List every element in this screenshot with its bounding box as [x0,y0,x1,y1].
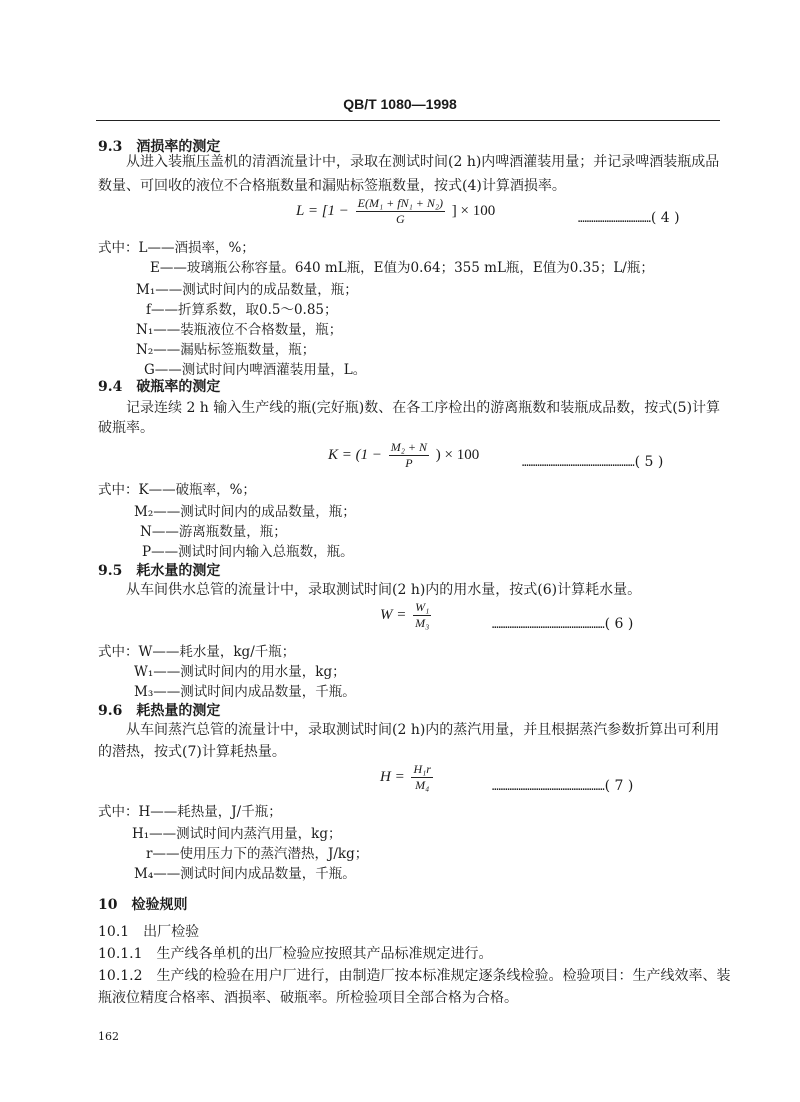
formula-5-denominator: P [405,456,413,470]
formula-7-denominator: M₄ [415,778,430,792]
def-row: M₄——测试时间内成品数量，千瓶。 [134,866,356,882]
standard-code: QB/T 1080—1998 [343,96,457,112]
section-10-1-heading: 10.1 出厂检验 [98,924,200,940]
formula-4-fraction [356,196,445,227]
def-row: P——测试时间内输入总瓶数，瓶。 [142,544,354,560]
def-row: 式中：K——破瓶率，%； [98,482,256,498]
formula-4-number-line [578,208,680,228]
formula-7-dots: …………………………………………… [492,780,605,793]
formula-4 [296,196,495,227]
def-row: N₁——装瓶液位不合格数量，瓶； [136,322,343,338]
formula-4-rhs: ] × 100 [451,202,496,219]
def-row: f——折算系数，取0.5～0.85； [146,302,338,318]
section-9-6-para-line2: 的潜热，按式(7)计算耗热量。 [98,744,286,760]
section-10-heading: 10 检验规则 [98,897,188,913]
def-row: M₂——测试时间内的成品数量，瓶； [134,504,356,520]
def-row: 式中：L——酒损率，%； [98,240,255,256]
def-row: E——玻璃瓶公称容量。640 mL瓶，E值为0.64；355 mL瓶，E值为0.35；L/瓶； [150,260,654,276]
def-row: M₃——测试时间内成品数量，千瓶。 [134,684,356,700]
def-row: W₁——测试时间内的用水量，kg； [134,664,346,680]
formula-6-number: ( 6 ) [604,616,634,632]
section-9-4-para-line2: 破瓶率。 [98,420,154,436]
def-row: N——游离瓶数量，瓶； [140,524,287,540]
formula-5-number: ( 5 ) [634,454,664,470]
formula-5-lhs: K = (1 − [328,446,382,463]
formula-4-numerator: E(M₁ + fN₁ + N₂) [357,196,444,210]
def-row: G——测试时间内啤酒灌装用量，L。 [144,362,367,378]
section-9-4-heading: 9.4 破瓶率的测定 [98,379,221,395]
formula-6-denominator: M₃ [415,616,430,630]
formula-6-numerator: W₁ [415,600,430,614]
formula-7-number: ( 7 ) [604,778,634,794]
page-number: 162 [98,1030,119,1043]
formula-4-dots: …………………………… [578,212,651,225]
section-10-1-2-line1: 10.1.2 生产线的检验在用户厂进行，由制造厂按本标准规定逐条线检验。检验项目：生产线效率、装 [98,968,731,984]
formula-4-denominator: G [396,212,405,226]
formula-4-lhs: L = [1 − [296,202,349,219]
formula-5-numerator: M₂ + N [390,440,428,454]
formula-6-dots: …………………………………………… [492,618,605,631]
section-9-3-heading: 9.3 酒损率的测定 [98,139,221,155]
section-9-6-para-line1: 从车间蒸汽总管的流量计中，录取测试时间(2 h)内的蒸汽用量，并且根据蒸汽参数折算出可利用 [126,722,720,738]
section-9-4-para-line1: 记录连续 2 h 输入生产线的瓶(完好瓶)数、在各工序检出的游离瓶数和装瓶成品数，按式(5)计算 [126,400,721,416]
formula-4-number: ( 4 ) [650,210,680,226]
formula-7-fraction [411,762,433,793]
section-10-1-1: 10.1.1 生产线各单机的出厂检验应按照其产品标准规定进行。 [98,946,493,962]
def-row: r——使用压力下的蒸汽潜热，J/kg； [146,846,369,862]
section-9-3-para-line2: 数量、可回收的液位不合格瓶数量和漏贴标签瓶数量，按式(4)计算酒损率。 [98,178,566,194]
formula-6-fraction [413,600,431,631]
def-row: 式中：H——耗热量，J/千瓶； [98,804,282,820]
formula-6 [380,600,434,631]
section-9-5-heading: 9.5 耗水量的测定 [98,563,221,579]
formula-5-dots: …………………………………………… [522,456,635,469]
formula-7 [380,762,436,793]
section-10-1-2-line2: 瓶液位精度合格率、酒损率、破瓶率。所检验项目全部合格为合格。 [98,990,518,1006]
def-row: 式中：W——耗水量，kg/千瓶； [98,644,296,660]
formula-7-numerator: H₁r [413,762,431,776]
def-row: N₂——漏贴标签瓶数量，瓶； [136,342,316,358]
formula-5-rhs: ) × 100 [435,446,480,463]
formula-6-lhs: W = [380,606,407,623]
formula-5 [328,440,479,471]
formula-5-number-line [522,452,663,472]
section-9-6-heading: 9.6 耗热量的测定 [98,703,221,719]
section-9-3-para-line1: 从进入装瓶压盖机的清酒流量计中，录取在测试时间(2 h)内啤酒灌装用量；并记录啤酒装瓶成品 [126,154,720,170]
def-row: H₁——测试时间内蒸汽用量，kg； [132,826,342,842]
formula-7-lhs: H = [380,768,405,785]
def-row: M₁——测试时间内的成品数量，瓶； [136,282,358,298]
formula-6-number-line [492,614,633,634]
formula-5-fraction [389,440,429,471]
header-rule [96,120,720,121]
formula-7-number-line [492,776,633,796]
section-9-5-para-line1: 从车间供水总管的流量计中，录取测试时间(2 h)内的用水量，按式(6)计算耗水量。 [126,582,642,598]
